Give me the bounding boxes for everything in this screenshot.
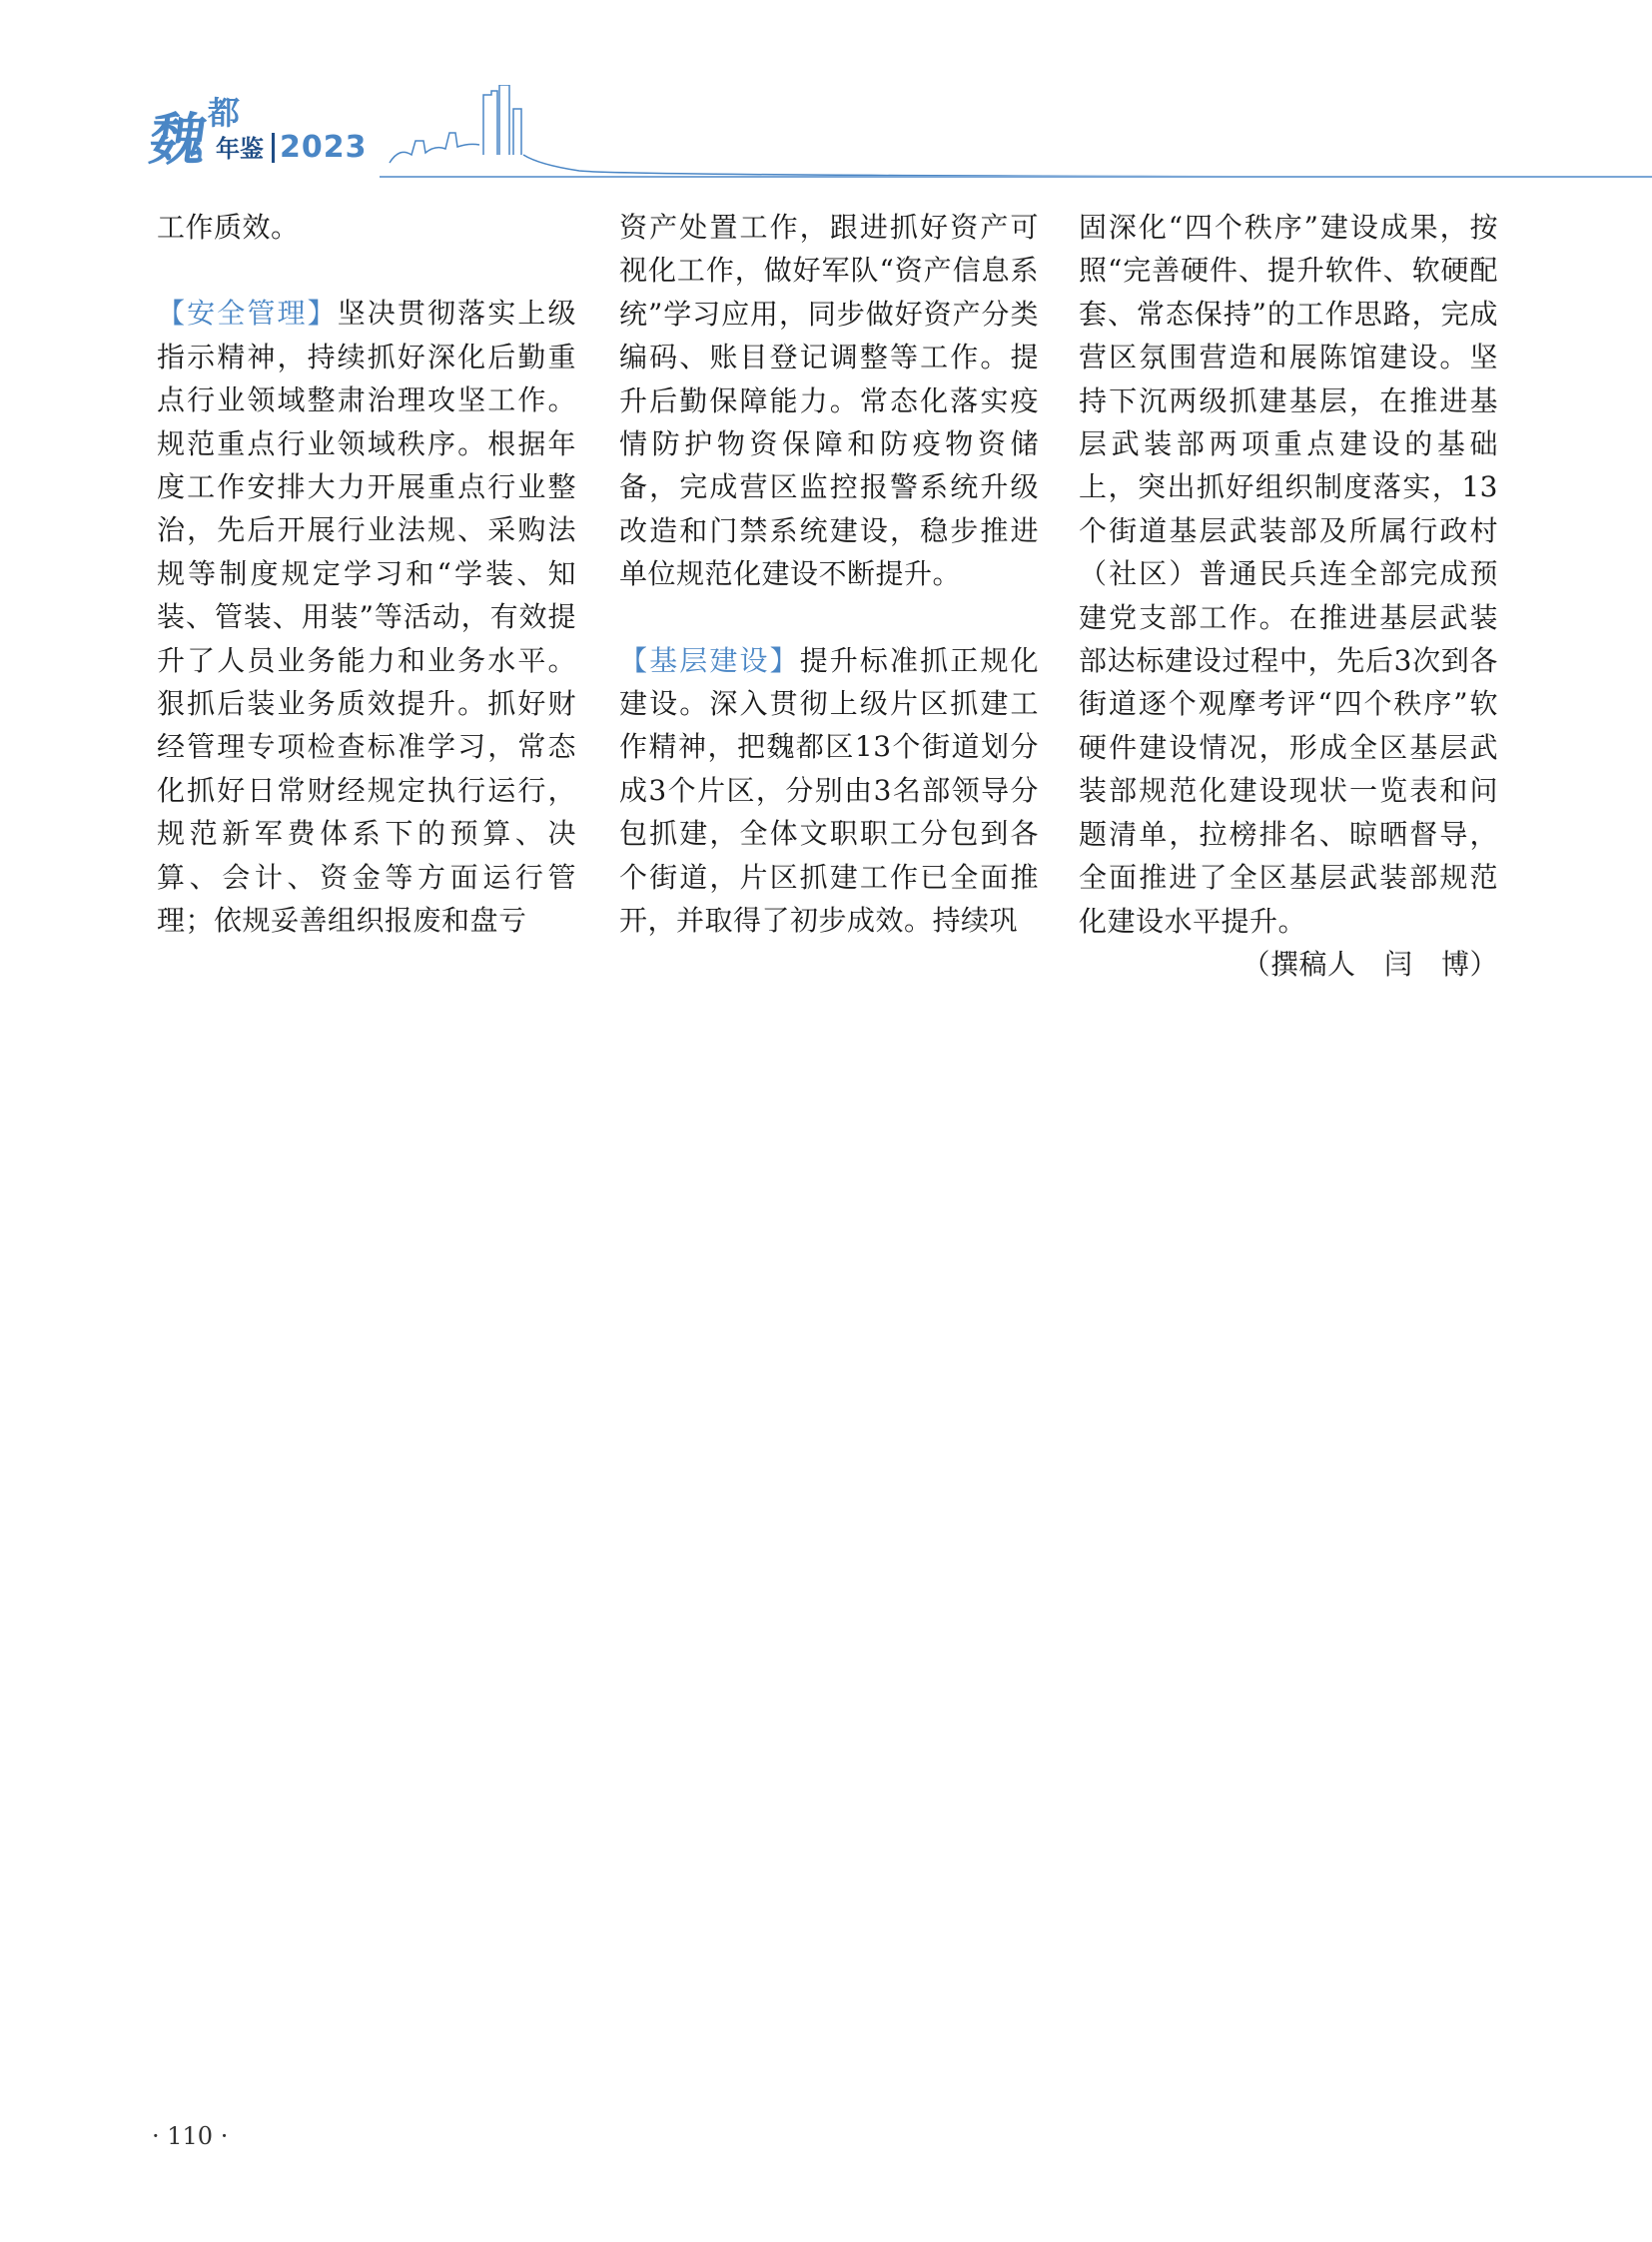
text-column-3 [1079,206,1498,986]
paragraph-safety-management [157,292,576,942]
page-number: · 110 · [152,2122,229,2150]
logo-year: 2023 [280,130,368,165]
section-tag-grassroots: 【基层建设】 [619,643,800,677]
skyline-decoration-icon [380,85,1652,180]
logo-character-du: 都 [208,94,241,132]
grassroots-construction-body: 提升标准抓正规化建设。深入贯彻上级片区抓建工作精神，把魏都区13个街道划分成3个片区，分别由3名部领导分包抓建，全体文职职工分包到各个街道，片区抓建工作已全面推开，并取得了初步成效。持续巩 [619,643,1039,938]
text-column-1 [157,206,576,943]
paragraph-gap [619,596,1039,639]
safety-management-body: 坚决贯彻落实上级指示精神，持续抓好深化后勤重点行业领域整肃治理攻坚工作。规范重点行业领域秩序。根据年度工作安排大力开展重点行业整治，先后开展行业法规、采购法规等制度规定学习和“学装、知装、管装、用装”等活动，有效提升了人员业务能力和业务水平。狠抓后装业务质效提升。抓好财经管理专项检查标准学习，常态化抓好日常财经规定执行运行，规范新军费体系下的预算、决算、会计、资金等方面运行管理；依规妥善组织报废和盘亏 [157,297,576,938]
paragraph-gap [157,249,576,292]
logo-yearbook-label: 年鉴 [216,135,264,163]
paragraph-four-orders: 固深化“四个秩序”建设成果，按照“完善硬件、提升软件、软硬配套、常态保持”的工作思路，完成营区氛围营造和展陈馆建设。坚持下沉两级抓建基层，在推进基层武装部两项重点建设的基础上，突出抓好组织制度落实，13个街道基层武装部及所属行政村（社区）普通民兵连全部完成预建党支部工作。在推进基层武装部达标建设过程中，先后3次到各街道逐个观摩考评“四个秩序”软硬件建设情况，形成全区基层武装部规范化建设现状一览表和问题清单，拉榜排名、晾晒督导，全面推进了全区基层武装部规范化建设水平提升。 [1079,211,1498,938]
page-header [145,85,1652,180]
text-column-2 [619,206,1039,943]
logo-character-wei: 魏 [145,108,211,173]
author-byline: （撰稿人 闫 博） [1241,947,1498,981]
paragraph-grassroots-construction [619,639,1039,943]
section-tag-safety: 【安全管理】 [157,297,338,331]
paragraph-work-quality: 工作质效。 [157,211,300,244]
logo-separator [272,133,275,163]
paragraph-asset-disposal: 资产处置工作，跟进抓好资产可视化工作，做好军队“资产信息系统”学习应用，同步做好资产分类编码、账目登记调整等工作。提升后勤保障能力。常态化落实疫情防护物资保障和防疫物资储备，完成营区监控报警系统升级改造和门禁系统建设，稳步推进单位规范化建设不断提升。 [619,211,1039,591]
